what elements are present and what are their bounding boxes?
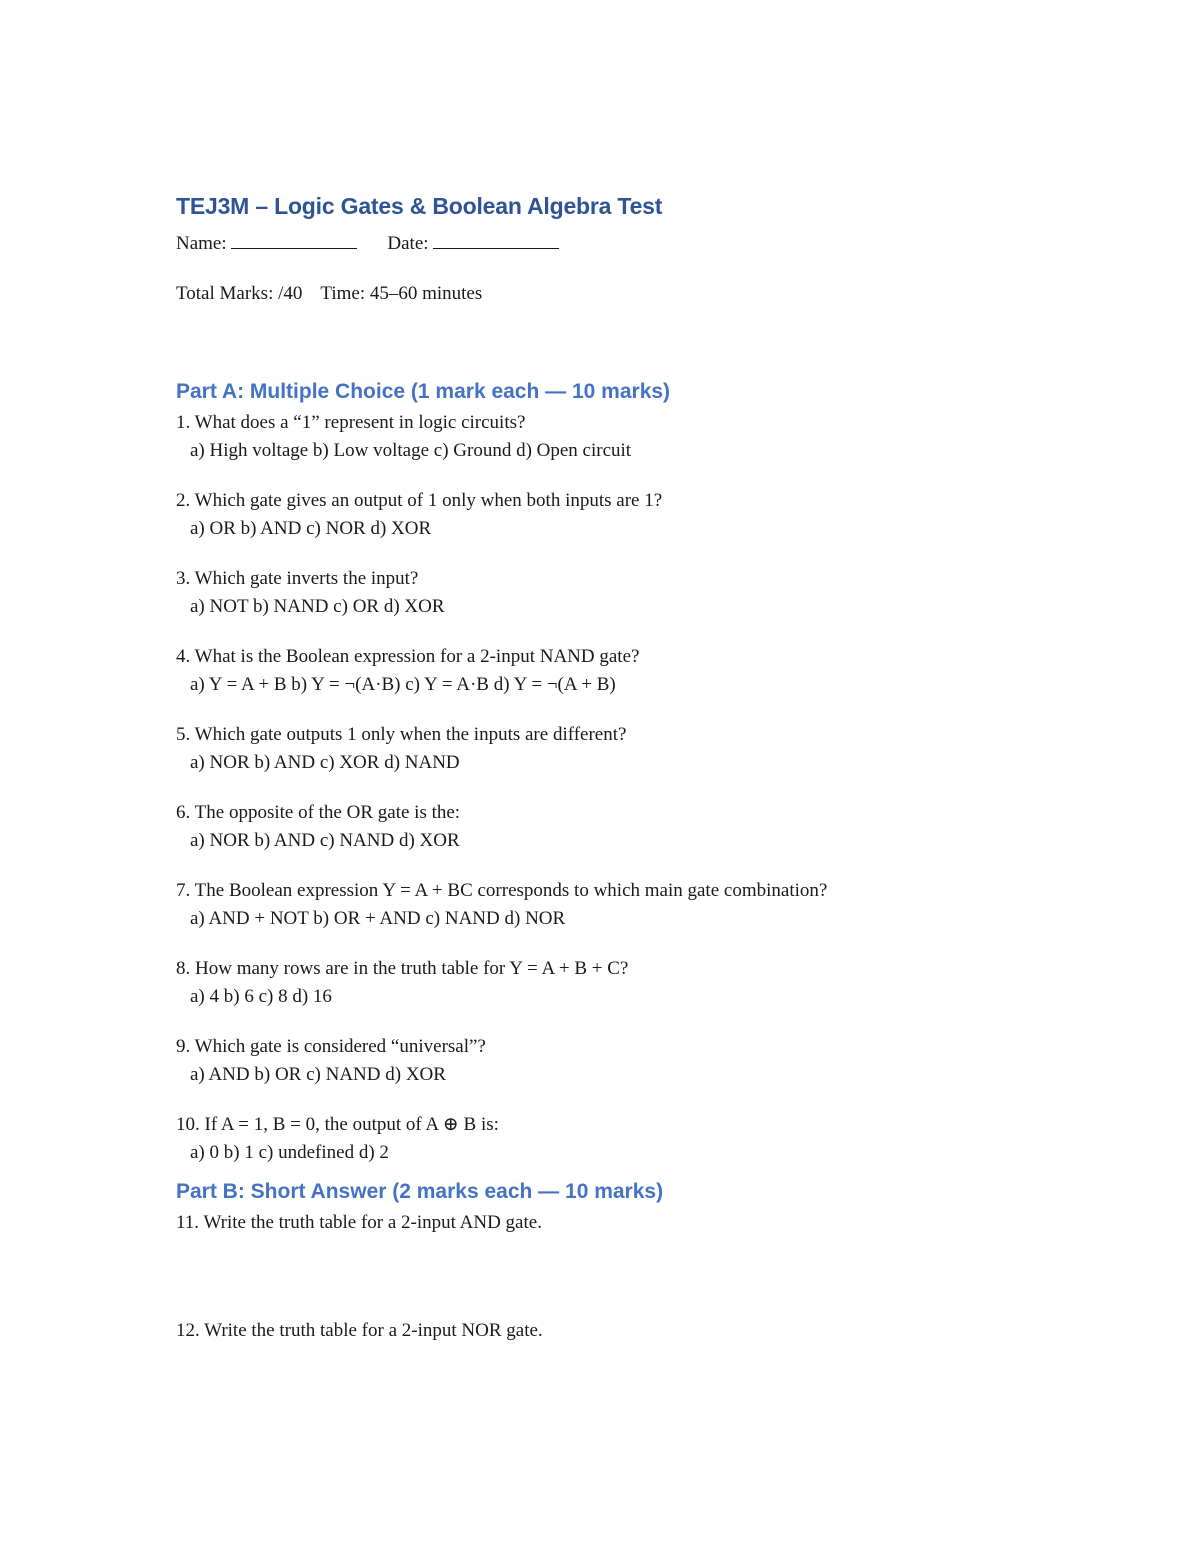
date-label: Date:	[387, 233, 429, 254]
time-allowed: Time: 45–60 minutes	[320, 283, 483, 304]
document-title: TEJ3M – Logic Gates & Boolean Algebra Test	[176, 193, 663, 219]
question-options: a) NOR b) AND c) NAND d) XOR	[190, 830, 460, 851]
question-text: 8. How many rows are in the truth table for Y = A + B + C?	[176, 958, 629, 979]
name-blank	[231, 230, 357, 249]
name-date-line	[176, 230, 1076, 257]
question-text: 6. The opposite of the OR gate is the:	[176, 802, 461, 823]
question-options: a) NOT b) NAND c) OR d) XOR	[190, 596, 445, 617]
total-marks: Total Marks: /40	[176, 283, 303, 304]
question-options: a) AND b) OR c) NAND d) XOR	[190, 1064, 446, 1085]
name-label: Name:	[176, 233, 227, 254]
question-text: 4. What is the Boolean expression for a 2-input NAND gate?	[176, 646, 640, 667]
question-text: 3. Which gate inverts the input?	[176, 568, 419, 589]
question-8	[176, 955, 1076, 1011]
question-2	[176, 487, 1076, 543]
question-12	[176, 1317, 1076, 1345]
question-text: 10. If A = 1, B = 0, the output of A ⊕ B is:	[176, 1114, 499, 1135]
part-b-heading: Part B: Short Answer (2 marks each — 10 marks)	[176, 1180, 664, 1203]
test-document	[176, 190, 1076, 1345]
question-options: a) Y = A + B b) Y = ¬(A·B) c) Y = A·B d) Y = ¬(A + B)	[190, 674, 616, 695]
question-options: a) 0 b) 1 c) undefined d) 2	[190, 1142, 389, 1163]
question-6	[176, 799, 1076, 855]
question-4	[176, 643, 1076, 699]
question-options: a) AND + NOT b) OR + AND c) NAND d) NOR	[190, 908, 566, 929]
question-text: 2. Which gate gives an output of 1 only when both inputs are 1?	[176, 490, 663, 511]
question-options: a) NOR b) AND c) XOR d) NAND	[190, 752, 460, 773]
question-10	[176, 1111, 1076, 1167]
question-options: a) High voltage b) Low voltage c) Ground d) Open circuit	[190, 440, 632, 461]
part-a-heading: Part A: Multiple Choice (1 mark each — 10 marks)	[176, 380, 671, 403]
question-options: a) OR b) AND c) NOR d) XOR	[190, 518, 432, 539]
question-text: 9. Which gate is considered “universal”?	[176, 1036, 486, 1057]
question-options: a) 4 b) 6 c) 8 d) 16	[190, 986, 332, 1007]
question-7	[176, 877, 1076, 933]
question-3	[176, 565, 1076, 621]
question-1	[176, 409, 1076, 465]
question-text: 5. Which gate outputs 1 only when the inputs are different?	[176, 724, 627, 745]
question-9	[176, 1033, 1076, 1089]
question-text: 7. The Boolean expression Y = A + BC corresponds to which main gate combination?	[176, 880, 828, 901]
question-11	[176, 1209, 1076, 1237]
question-text: 1. What does a “1” represent in logic circuits?	[176, 412, 526, 433]
marks-time-line	[176, 281, 1076, 307]
question-5	[176, 721, 1076, 777]
question-text: 11. Write the truth table for a 2-input AND gate.	[176, 1212, 542, 1233]
date-blank	[433, 230, 559, 249]
question-text: 12. Write the truth table for a 2-input NOR gate.	[176, 1320, 543, 1341]
